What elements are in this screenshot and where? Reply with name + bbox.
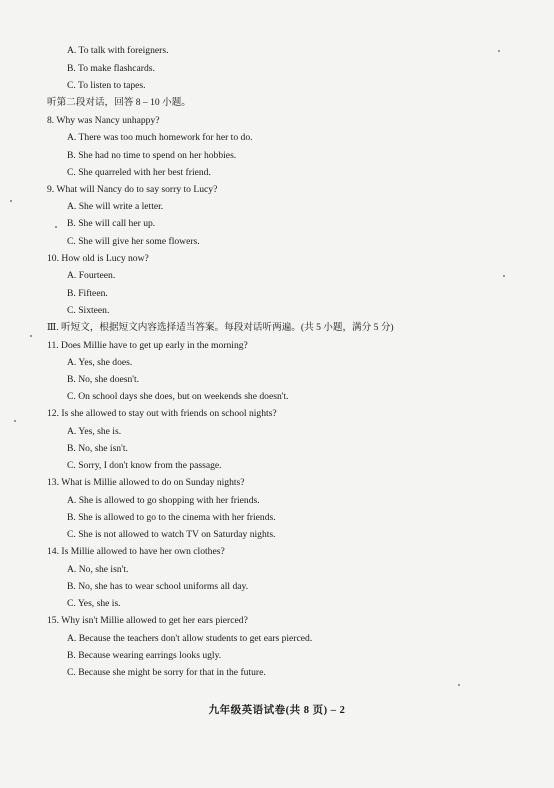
q13-option-c: C. She is not allowed to watch TV on Saturday nights.	[67, 529, 276, 540]
q15-option-a: A. Because the teachers don't allow students to get ears pierced.	[67, 633, 313, 644]
scan-speck	[10, 200, 12, 202]
q14-question: 14. Is Millie allowed to have her own clothes?	[47, 546, 225, 557]
q11-option-c: C. On school days she does, but on weekends she doesn't.	[67, 391, 289, 402]
q11-option-a: A. Yes, she does.	[67, 357, 133, 368]
q9-option-b: B. She will call her up.	[67, 218, 156, 229]
scan-speck	[503, 275, 505, 277]
q13-question: 13. What is Millie allowed to do on Sunday nights?	[47, 477, 245, 488]
scan-speck	[498, 50, 500, 52]
q10-option-c: C. Sixteen.	[67, 305, 110, 316]
q10-option-a: A. Fourteen.	[67, 270, 116, 281]
q9-option-a: A. She will write a letter.	[67, 201, 164, 212]
q14-option-a: A. No, she isn't.	[67, 564, 129, 575]
q12-option-b: B. No, she isn't.	[67, 443, 128, 454]
q10-question: 10. How old is Lucy now?	[47, 253, 149, 264]
q8-option-b: B. She had no time to spend on her hobbies.	[67, 150, 237, 161]
q12-option-c: C. Sorry, I don't know from the passage.	[67, 460, 222, 471]
section3-title: Ⅲ. 听短文，根据短文内容选择适当答案。每段对话听两遍。(共 5 小题，满分 5 分)	[47, 322, 394, 333]
q8-option-c: C. She quarreled with her best friend.	[67, 167, 211, 178]
scan-speck	[55, 226, 57, 228]
scan-speck	[14, 420, 16, 422]
part2-intro: 听第二段对话，回答 8 – 10 小题。	[47, 97, 191, 108]
q11-option-b: B. No, she doesn't.	[67, 374, 140, 385]
q13-option-a: A. She is allowed to go shopping with her friends.	[67, 495, 260, 506]
page-footer: 九年级英语试卷(共 8 页) – 2	[208, 705, 346, 716]
scan-speck	[458, 684, 460, 686]
q15-option-b: B. Because wearing earrings looks ugly.	[67, 650, 222, 661]
q14-option-c: C. Yes, she is.	[67, 598, 121, 609]
q9-option-c: C. She will give her some flowers.	[67, 236, 200, 247]
scan-speck	[30, 335, 32, 337]
q11-question: 11. Does Millie have to get up early in the morning?	[47, 340, 248, 351]
q10-option-b: B. Fifteen.	[67, 288, 108, 299]
q13-option-b: B. She is allowed to go to the cinema with her friends.	[67, 512, 276, 523]
q8-question: 8. Why was Nancy unhappy?	[47, 115, 160, 126]
q7-option-c: C. To listen to tapes.	[67, 80, 146, 91]
q15-question: 15. Why isn't Millie allowed to get her ears pierced?	[47, 615, 248, 626]
q7-option-b: B. To make flashcards.	[67, 63, 155, 74]
q15-option-c: C. Because she might be sorry for that in the future.	[67, 667, 266, 678]
q12-question: 12. Is she allowed to stay out with friends on school nights?	[47, 408, 277, 419]
q8-option-a: A. There was too much homework for her to do.	[67, 132, 253, 143]
q12-option-a: A. Yes, she is.	[67, 426, 122, 437]
q14-option-b: B. No, she has to wear school uniforms all day.	[67, 581, 249, 592]
q7-option-a: A. To talk with foreigners.	[67, 45, 169, 56]
q9-question: 9. What will Nancy do to say sorry to Lucy?	[47, 184, 218, 195]
